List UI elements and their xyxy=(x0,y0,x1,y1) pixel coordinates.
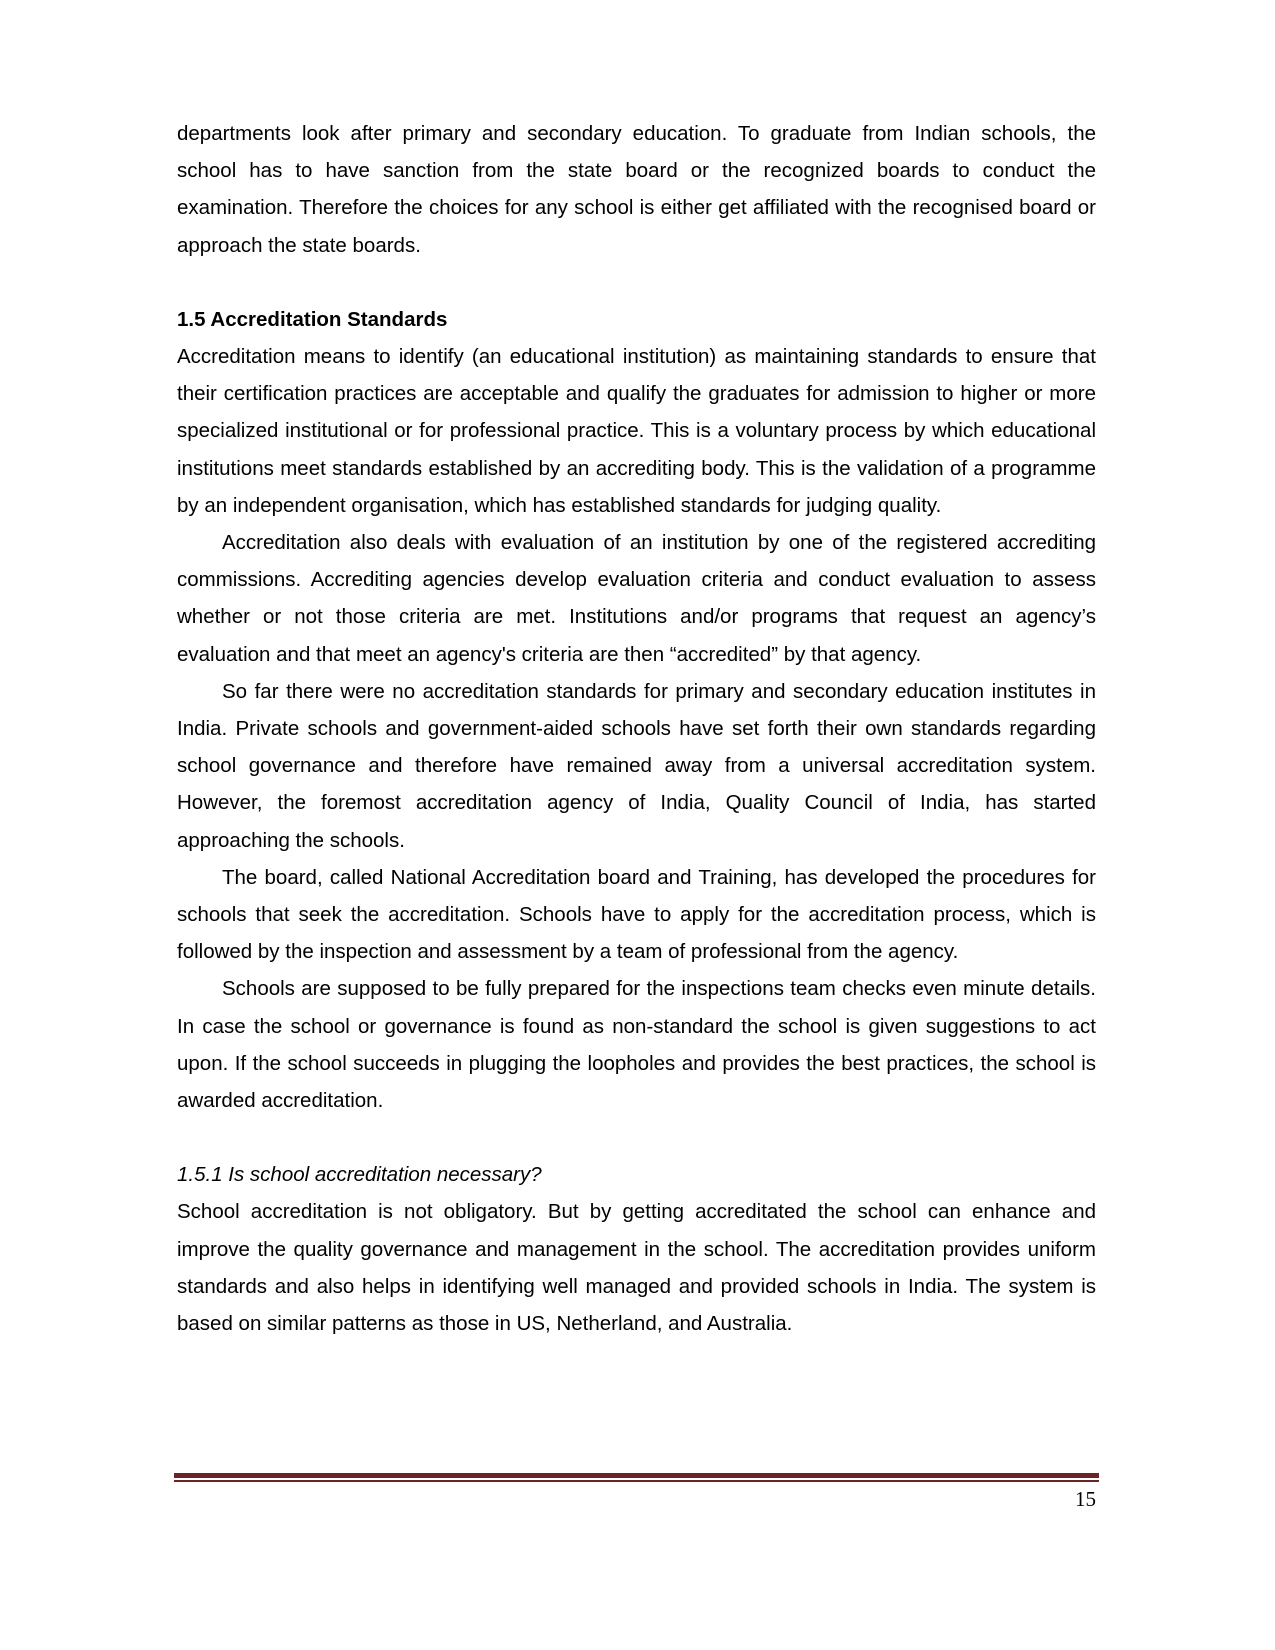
spacer xyxy=(177,264,1096,301)
footer-rule-thick-line xyxy=(174,1473,1099,1478)
paragraph-inspections: Schools are supposed to be fully prepared for the inspections team checks even minute details. In case the school or governance is found as non-standard the school is given suggestions to act upon. If the school succeeds in plugging the loopholes and provides the best practices, the school is awarded accreditation. xyxy=(177,977,1096,1113)
paragraph-india-standards: So far there were no accreditation standards for primary and secondary education institutes in India. Private schools and government-aided schools have set forth their own standards regarding school governance and therefore have remained away from a universal accreditation system. However, the foremost accreditation agency of India, Quality Council of India, has started approaching the schools. xyxy=(177,679,1096,852)
footer-rule xyxy=(174,1473,1099,1483)
spacer xyxy=(177,1119,1096,1156)
paragraph-necessity: School accreditation is not obligatory. But by getting accreditated the school can enhance and improve the quality governance and management in the school. The accreditation provides uniform standards and also helps in identifying well managed and provided schools in India. The system is based on similar patterns as those in US, Netherland, and Australia. xyxy=(177,1200,1096,1336)
paragraph-accreditation-definition: Accreditation means to identify (an educational institution) as maintaining standards to ensure that their certification practices are acceptable and qualify the graduates for admission to higher or more specialized institutional or for professional practice. This is a voluntary process by which educational institutions meet standards established by an accrediting body. This is the validation of a programme by an independent organisation, which has established standards for judging quality. xyxy=(177,345,1096,517)
section-heading: 1.5 Accreditation Standards xyxy=(177,307,448,331)
paragraph-national-board: The board, called National Accreditation board and Training, has developed the procedures for schools that seek the accreditation. Schools have to apply for the accreditation process, which is followed by the inspection and assessment by a team of professional from the agency. xyxy=(177,865,1096,964)
page-number: 15 xyxy=(1075,1487,1096,1511)
footer-rule-thin-line xyxy=(174,1480,1099,1482)
subsection-heading: 1.5.1 Is school accreditation necessary? xyxy=(177,1163,542,1187)
paragraph-intro: departments look after primary and secondary education. To graduate from Indian schools, the school has to have sanction from the state board or the recognized boards to conduct the examination. Therefore the choices for any school is either get affiliated with the recognised board or approach the state boards. xyxy=(177,122,1096,257)
document-body xyxy=(177,115,1096,1342)
paragraph-accreditation-evaluation: Accreditation also deals with evaluation of an institution by one of the registered accrediting commissions. Accrediting agencies develop evaluation criteria and conduct evaluation to assess whether or not those criteria are met. Institutions and/or programs that request an agency’s evaluation and that meet an agency's criteria are then “accredited” by that agency. xyxy=(177,531,1096,666)
